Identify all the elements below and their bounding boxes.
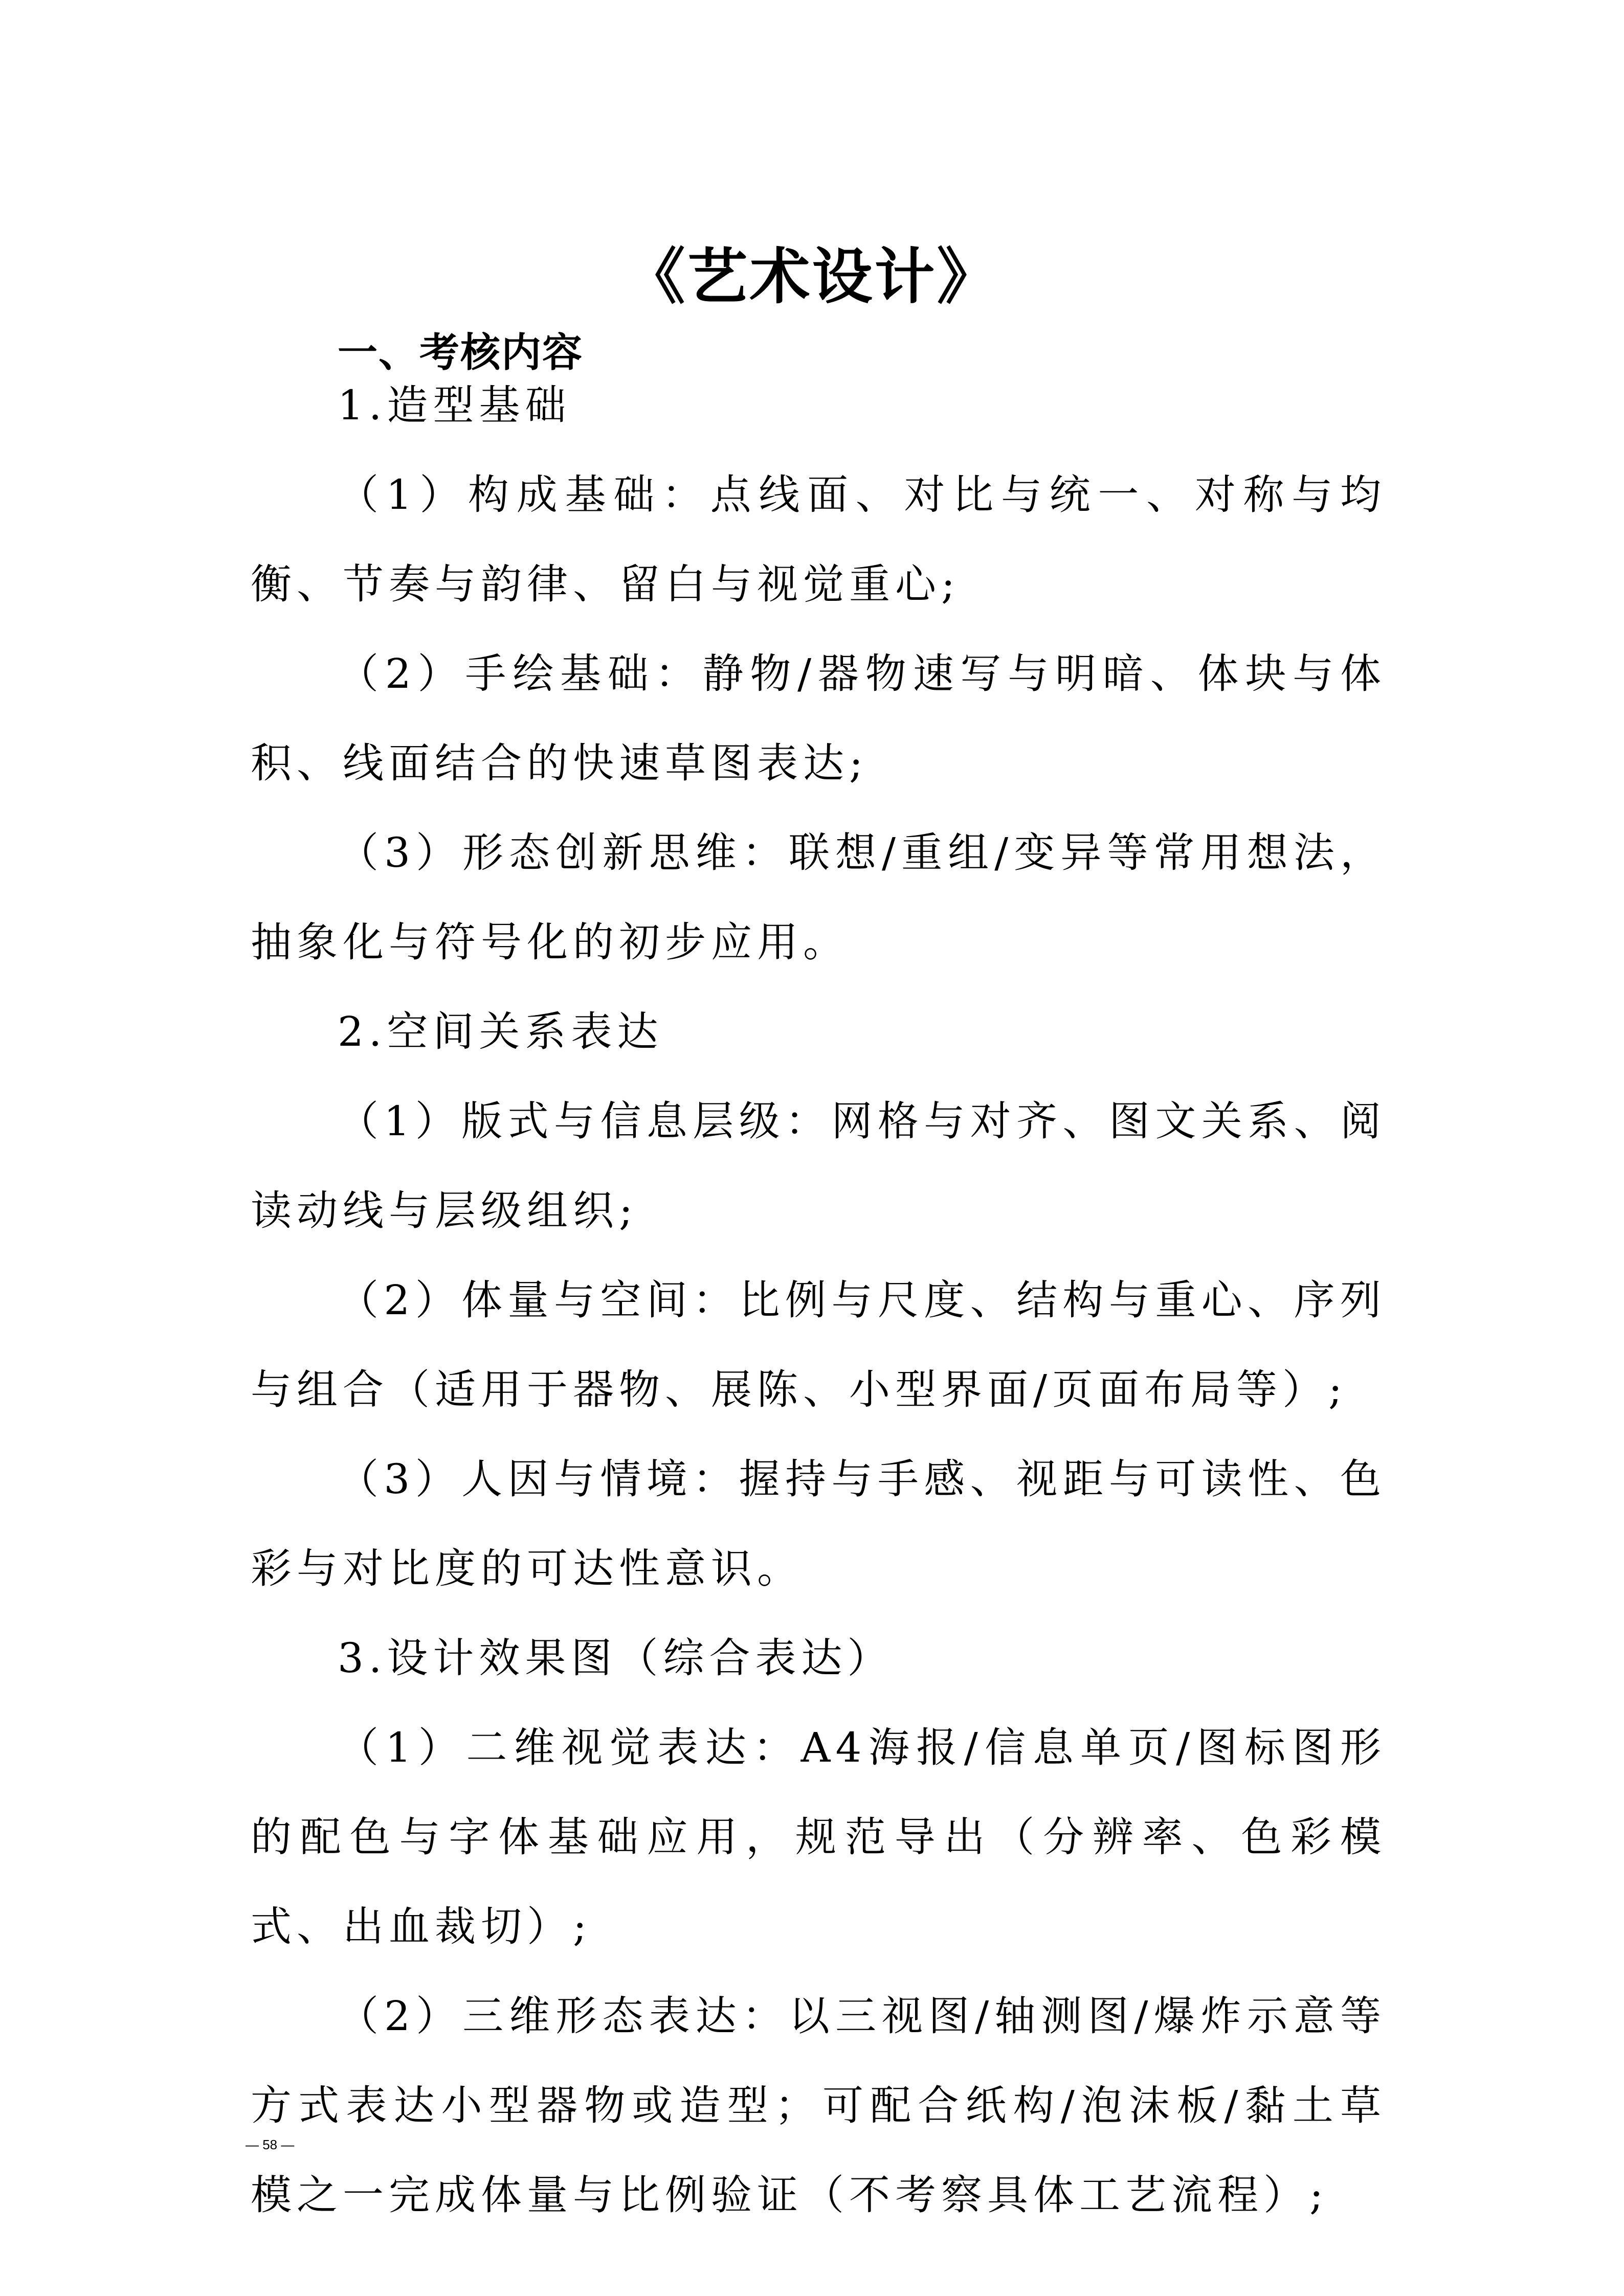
subsection-heading-design-renderings: 3.设计效果图（综合表达） — [338, 1634, 894, 1682]
paragraph-hand-drawing-basics: （2）手绘基础：静物/器物速写与明暗、体块与体积、线面结合的快速草图表达; — [251, 650, 1386, 787]
page-number: — 58 — — [246, 2137, 295, 2152]
paragraph-3d-form: （2）三维形态表达：以三视图/轴测图/爆炸示意等方式表达小型器物或造型；可配合纸构/泡沫板/黏土草模之一完成体量与比例验证（不考察具体工艺流程）; — [251, 1992, 1386, 2219]
page-title: 《艺术设计》 — [625, 241, 999, 312]
subsection-heading-modeling-basics: 1.造型基础 — [338, 381, 571, 429]
paragraph-human-factors: （3）人因与情境：握持与手感、视距与可读性、色彩与对比度的可达性意识。 — [251, 1455, 1386, 1592]
paragraph-composition-basics: （1）构成基础：点线面、对比与统一、对称与均衡、节奏与韵律、留白与视觉重心; — [251, 471, 1386, 608]
paragraph-2d-visual: （1）二维视觉表达：A4海报/信息单页/图标图形的配色与字体基础应用，规范导出（分辨率、色彩模式、出血裁切）; — [251, 1724, 1386, 1950]
content-body — [251, 361, 1386, 2240]
paragraph-layout-hierarchy: （1）版式与信息层级：网格与对齐、图文关系、阅读动线与层级组织; — [251, 1097, 1386, 1234]
paragraph-volume-space: （2）体量与空间：比例与尺度、结构与重心、序列与组合（适用于器物、展陈、小型界面/页面布局等）; — [251, 1276, 1386, 1413]
subsection-heading-spatial-expression: 2.空间关系表达 — [338, 1008, 663, 1055]
section-heading: 一、考核内容 — [338, 329, 584, 376]
paragraph-form-innovation: （3）形态创新思维：联想/重组/变异等常用想法，抽象化与符号化的初步应用。 — [251, 829, 1386, 966]
